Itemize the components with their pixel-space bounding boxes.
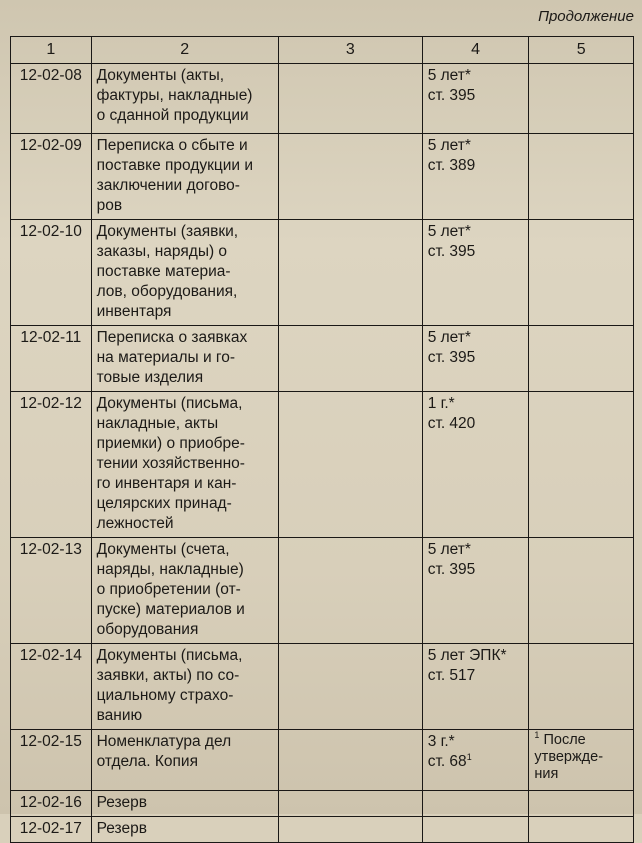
column-header-1: 1	[11, 37, 92, 64]
note-line	[534, 732, 628, 749]
row-column-3	[278, 392, 422, 538]
retention-article	[428, 560, 524, 580]
title-line: Номенклатура дел	[96, 733, 232, 750]
row-column-3	[278, 817, 422, 843]
table-row	[11, 730, 634, 791]
row-retention	[422, 791, 529, 817]
row-column-3	[278, 644, 422, 730]
row-retention	[422, 538, 529, 644]
article-text: ст. 68	[427, 753, 467, 770]
row-column-3	[278, 791, 422, 817]
retention-article	[428, 242, 524, 262]
title-line: о сданной продукции	[96, 107, 249, 124]
retention-term: 5 лет ЭПК*	[427, 647, 507, 664]
row-index: 12-02-12	[11, 392, 92, 538]
title-line: лов, оборудования,	[96, 283, 238, 300]
title-line: Документы (заявки,	[96, 223, 239, 240]
row-title	[91, 134, 278, 220]
title-line: заключении догово-	[96, 177, 240, 194]
row-column-3	[278, 64, 422, 134]
table-row	[11, 817, 634, 843]
column-header-5: 5	[529, 37, 634, 64]
title-line: приемки) о приобре-	[96, 435, 245, 452]
row-note	[529, 644, 634, 730]
row-index: 12-02-10	[11, 220, 92, 326]
title-line: о приобретении (от-	[96, 581, 241, 598]
row-column-3	[278, 730, 422, 791]
title-line: ванию	[96, 707, 143, 724]
note-text: После	[543, 732, 586, 748]
title-line: на материалы и го-	[96, 349, 236, 366]
row-retention	[422, 326, 529, 392]
retention-term: 5 лет*	[427, 137, 471, 154]
row-index: 12-02-11	[11, 326, 92, 392]
header-row	[11, 37, 634, 64]
row-note	[529, 326, 634, 392]
nomenclature-table	[10, 36, 634, 843]
title-line: заявки, акты) по со-	[96, 667, 240, 684]
title-line: пуске) материалов и	[96, 601, 245, 618]
article-text: ст. 395	[427, 561, 476, 578]
row-note	[529, 64, 634, 134]
note-text: ния	[534, 766, 559, 782]
retention-article	[428, 666, 524, 686]
row-title	[91, 644, 278, 730]
note-text: утвержде-	[534, 749, 604, 765]
row-note	[529, 392, 634, 538]
table-row	[11, 64, 634, 134]
retention-article	[428, 156, 524, 176]
row-retention	[422, 730, 529, 791]
note-line	[534, 766, 628, 783]
row-index: 12-02-14	[11, 644, 92, 730]
row-note	[529, 538, 634, 644]
row-title	[91, 538, 278, 644]
note-footnote-mark: 1	[534, 730, 540, 741]
title-line: Резерв	[96, 820, 147, 837]
row-column-3	[278, 134, 422, 220]
retention-term: 5 лет*	[427, 329, 471, 346]
row-note	[529, 817, 634, 843]
row-title	[91, 392, 278, 538]
row-note	[529, 220, 634, 326]
title-line: наряды, накладные)	[96, 561, 244, 578]
row-retention	[422, 817, 529, 843]
column-header-3: 3	[278, 37, 422, 64]
title-line: ров	[96, 197, 123, 214]
table-row	[11, 220, 634, 326]
article-text: ст. 395	[427, 87, 476, 104]
row-index: 12-02-15	[11, 730, 92, 791]
article-text: ст. 389	[427, 157, 476, 174]
row-title	[91, 64, 278, 134]
title-line: целярских принад-	[96, 495, 232, 512]
retention-article	[428, 414, 524, 434]
retention-article	[428, 348, 524, 368]
title-line: Документы (акты,	[96, 67, 225, 84]
title-line: Переписка о сбыте и	[96, 137, 248, 154]
table-row	[11, 791, 634, 817]
row-index: 12-02-08	[11, 64, 92, 134]
row-retention	[422, 134, 529, 220]
retention-term: 1 г.*	[427, 395, 455, 412]
article-text: ст. 395	[427, 243, 476, 260]
article-text: ст. 395	[427, 349, 476, 366]
note-line	[534, 749, 628, 766]
table-row	[11, 644, 634, 730]
title-line: отдела. Копия	[96, 753, 198, 770]
row-index: 12-02-17	[11, 817, 92, 843]
row-note	[529, 791, 634, 817]
title-line: Документы (письма,	[96, 647, 243, 664]
row-column-3	[278, 538, 422, 644]
row-note	[529, 730, 634, 791]
retention-article	[428, 86, 524, 106]
title-line: Документы (письма,	[96, 395, 243, 412]
retention-term: 5 лет*	[427, 67, 471, 84]
title-line: инвентаря	[96, 303, 172, 320]
table-row	[11, 326, 634, 392]
continuation-label: Продолжение	[538, 8, 634, 25]
row-index: 12-02-09	[11, 134, 92, 220]
table-row	[11, 134, 634, 220]
row-retention	[422, 220, 529, 326]
row-title	[91, 817, 278, 843]
table-row	[11, 392, 634, 538]
retention-article	[428, 752, 524, 772]
title-line: тении хозяйственно-	[96, 455, 245, 472]
column-header-2: 2	[91, 37, 278, 64]
article-text: ст. 517	[427, 667, 476, 684]
row-index: 12-02-16	[11, 791, 92, 817]
row-column-3	[278, 220, 422, 326]
title-line: поставке материа-	[96, 263, 231, 280]
row-retention	[422, 64, 529, 134]
row-title	[91, 791, 278, 817]
retention-term: 5 лет*	[427, 541, 471, 558]
title-line: оборудования	[96, 621, 199, 638]
row-title	[91, 220, 278, 326]
title-line: поставке продукции и	[96, 157, 254, 174]
row-retention	[422, 644, 529, 730]
row-note	[529, 134, 634, 220]
title-line: фактуры, накладные)	[96, 87, 253, 104]
title-line: Переписка о заявках	[96, 329, 248, 346]
title-line: циальному страхо-	[96, 687, 234, 704]
retention-term: 5 лет*	[427, 223, 471, 240]
row-index: 12-02-13	[11, 538, 92, 644]
title-line: заказы, наряды) о	[96, 243, 228, 260]
row-retention	[422, 392, 529, 538]
title-line: Резерв	[96, 794, 147, 811]
title-line: товые изделия	[96, 369, 204, 386]
retention-term: 3 г.*	[427, 733, 455, 750]
title-line: Документы (счета,	[96, 541, 230, 558]
title-line: лежностей	[96, 515, 174, 532]
title-line: го инвентаря и кан-	[96, 475, 237, 492]
column-header-4: 4	[422, 37, 529, 64]
row-column-3	[278, 326, 422, 392]
title-line: накладные, акты	[96, 415, 219, 432]
article-footnote-mark: 1	[466, 751, 472, 762]
row-title	[91, 326, 278, 392]
article-text: ст. 420	[427, 415, 476, 432]
table-row	[11, 538, 634, 644]
row-title	[91, 730, 278, 791]
